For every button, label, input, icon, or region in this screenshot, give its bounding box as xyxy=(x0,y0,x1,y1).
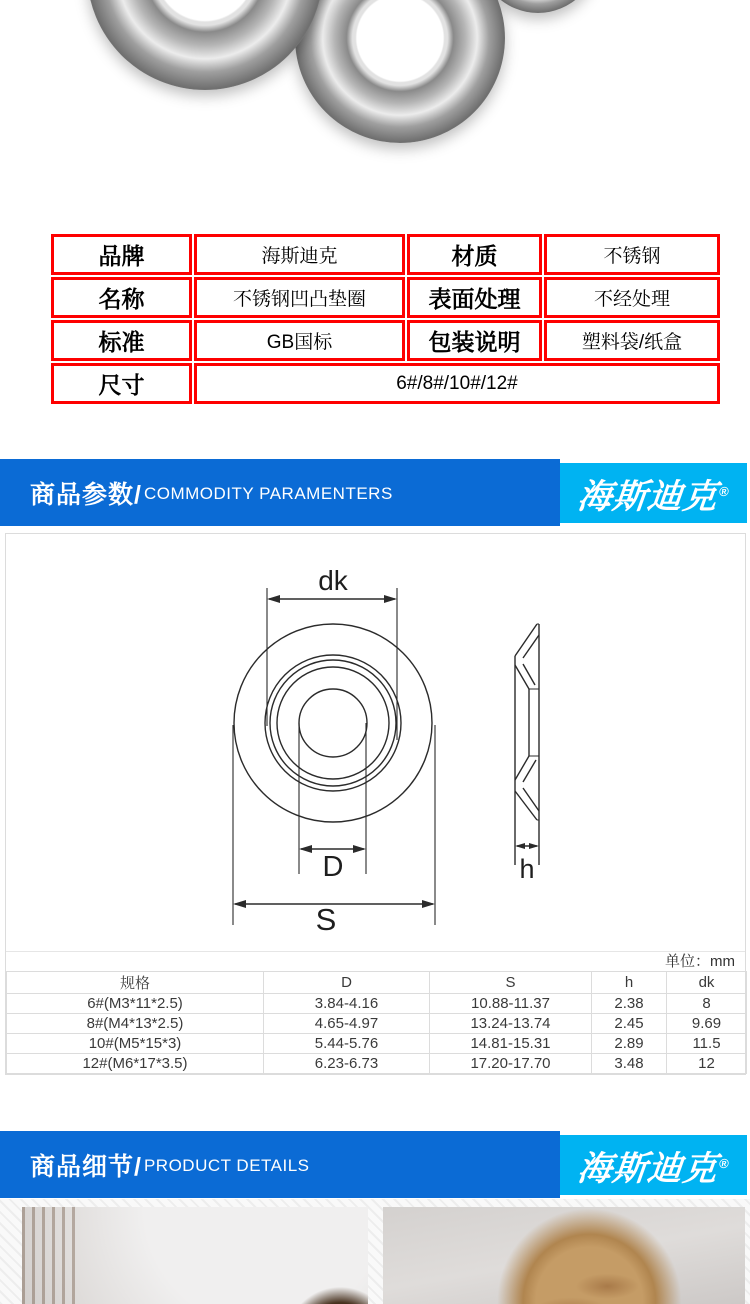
spec-cell-s: 10.88-11.37 xyxy=(430,994,592,1014)
spec-cell-spec: 6#(M3*11*2.5) xyxy=(7,994,264,1014)
banner-title-cn: 商品细节/ xyxy=(30,1152,142,1181)
spec-cell-spec: 12#(M6*17*3.5) xyxy=(7,1054,264,1074)
banner-title-en: COMMODITY PARAMENTERS xyxy=(143,484,393,503)
washer-image-2 xyxy=(295,0,505,143)
info-label: 表面处理 xyxy=(407,277,542,318)
details-strip xyxy=(0,1199,750,1304)
dim-label-S: S xyxy=(315,902,337,937)
spec-row xyxy=(7,994,747,1014)
spec-cell-spec: 10#(M5*15*3) xyxy=(7,1034,264,1054)
spec-cell-h: 2.45 xyxy=(592,1014,667,1034)
info-label: 尺寸 xyxy=(51,363,192,404)
dimension-labels xyxy=(316,565,535,937)
brand-logo-text: 海斯迪克® xyxy=(575,477,731,516)
dim-label-D: D xyxy=(322,851,344,883)
info-value: 不经处理 xyxy=(544,277,720,318)
spec-header-row xyxy=(7,972,747,994)
washer-image-1 xyxy=(87,0,323,90)
info-row xyxy=(51,277,720,318)
dimension-arrowheads xyxy=(233,595,539,908)
section-banner-parameters xyxy=(0,459,750,526)
spec-cell-h: 3.48 xyxy=(592,1054,667,1074)
spec-row xyxy=(7,1034,747,1054)
product-photo-top xyxy=(0,0,750,230)
brand-reg-mark: ® xyxy=(718,483,731,499)
section-banner-details xyxy=(0,1131,750,1198)
info-value: 6#/8#/10#/12# xyxy=(194,363,720,404)
info-value: 塑料袋/纸盒 xyxy=(544,320,720,361)
spec-table xyxy=(6,971,747,1074)
banner-title xyxy=(0,1131,560,1198)
spec-cell-d: 3.84-4.16 xyxy=(264,994,430,1014)
brand-logo-text: 海斯迪克® xyxy=(575,1149,731,1188)
spec-cell-h: 2.38 xyxy=(592,994,667,1014)
unit-note: 单位：mm xyxy=(6,951,745,971)
info-value: 海斯迪克 xyxy=(194,234,405,275)
brand-reg-mark: ® xyxy=(718,1155,731,1171)
dim-label-dk: dk xyxy=(318,565,348,596)
banner-title-cn: 商品参数/ xyxy=(30,480,142,509)
spec-header-h: h xyxy=(592,972,667,994)
spec-row xyxy=(7,1054,747,1074)
spec-cell-dk: 12 xyxy=(667,1054,747,1074)
spec-cell-dk: 11.5 xyxy=(667,1034,747,1054)
info-row xyxy=(51,234,720,275)
spec-header-s: S xyxy=(430,972,592,994)
info-label: 包装说明 xyxy=(407,320,542,361)
side-view xyxy=(515,624,539,865)
spec-cell-dk: 9.69 xyxy=(667,1014,747,1034)
spec-header-d: D xyxy=(264,972,430,994)
spec-cell-d: 5.44-5.76 xyxy=(264,1034,430,1054)
product-info-table xyxy=(49,232,722,406)
spec-cell-d: 4.65-4.97 xyxy=(264,1014,430,1034)
spec-header-dk: dk xyxy=(667,972,747,994)
info-label: 材质 xyxy=(407,234,542,275)
info-row xyxy=(51,320,720,361)
info-value: 不锈钢 xyxy=(544,234,720,275)
detail-photo-left xyxy=(22,1207,368,1304)
washer-technical-drawing xyxy=(6,534,746,951)
brand-logo xyxy=(560,1135,747,1195)
info-label: 标准 xyxy=(51,320,192,361)
spec-cell-s: 13.24-13.74 xyxy=(430,1014,592,1034)
spec-cell-spec: 8#(M4*13*2.5) xyxy=(7,1014,264,1034)
spec-cell-s: 14.81-15.31 xyxy=(430,1034,592,1054)
spec-cell-d: 6.23-6.73 xyxy=(264,1054,430,1074)
spec-header-spec: 规格 xyxy=(7,972,264,994)
banner-title xyxy=(0,459,560,526)
spec-row xyxy=(7,1014,747,1034)
product-info-table-wrap xyxy=(49,232,712,406)
info-label: 品牌 xyxy=(51,234,192,275)
brand-logo xyxy=(560,463,747,523)
parameters-box xyxy=(5,533,746,1075)
info-label: 名称 xyxy=(51,277,192,318)
spec-cell-s: 17.20-17.70 xyxy=(430,1054,592,1074)
banner-title-en: PRODUCT DETAILS xyxy=(143,1156,310,1175)
info-value: GB国标 xyxy=(194,320,405,361)
info-value: 不锈钢凹凸垫圈 xyxy=(194,277,405,318)
info-row xyxy=(51,363,720,404)
spec-cell-dk: 8 xyxy=(667,994,747,1014)
detail-photo-right xyxy=(383,1207,745,1304)
dim-label-h: h xyxy=(519,854,535,884)
spec-cell-h: 2.89 xyxy=(592,1034,667,1054)
